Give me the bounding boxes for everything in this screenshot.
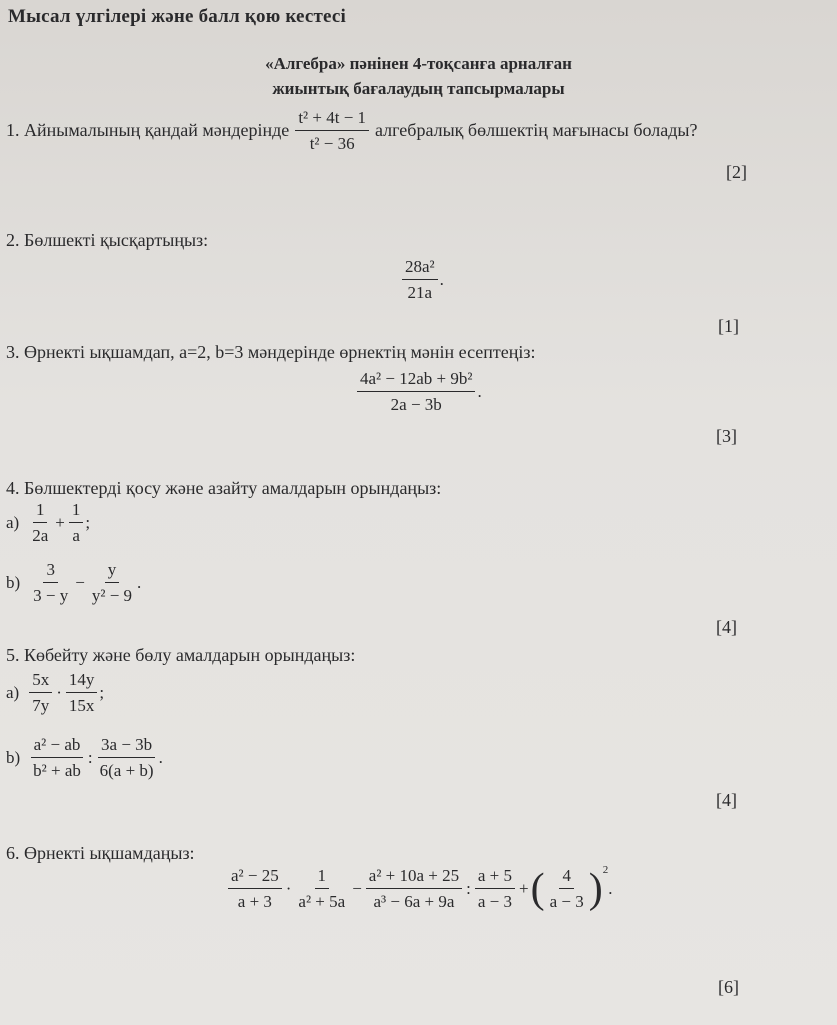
task-6-operator-1: · [285,878,292,898]
task-5a-fraction-2 [66,670,98,715]
task-2-tail: . [439,269,444,289]
task-3-mark: [3] [716,426,737,446]
task-5b-operator: : [87,747,93,767]
task-5b-fraction-1 [30,735,84,780]
task-2-text: 2. Бөлшекті қысқартыңыз: [6,230,209,250]
task-5a-label: a) [6,682,20,702]
task-4b-fraction-1 [30,560,71,605]
task-5-mark: [4] [716,790,737,810]
task-6-fraction-3 [366,866,462,911]
task-1-suffix: алгебралық бөлшектің мағынасы болады? [375,120,698,141]
task-2-mark: [1] [718,316,739,336]
task-1-mark: [2] [726,162,747,182]
task-6-exponent: 2 [602,864,609,876]
task-4a-fraction-2 [69,500,84,545]
task-1-numerator: t² + 4t − 1 [295,108,369,131]
task-4a-fraction-1 [29,500,51,545]
task-4b [6,560,141,605]
task-5-text: 5. Көбейту және бөлу амалдарын орындаңыз: [6,645,356,665]
task-4b-f2-denominator: y² − 9 [91,585,133,605]
task-6-f4-numerator: a + 5 [475,866,515,889]
task-6-operator-3: : [466,878,471,898]
task-2-numerator: 28a² [402,257,438,280]
task-4b-tail: . [137,572,142,592]
task-6-fraction-4 [475,866,515,911]
document-title: Мысал үлгілері және балл қою кестесі [8,6,347,27]
task-1 [6,108,698,153]
task-4a-tail: ; [85,512,91,532]
task-5b-f2-numerator: 3a − 3b [98,735,155,758]
task-6-f1-denominator: a + 3 [237,891,272,911]
task-6-operator-2: − [352,878,362,898]
task-4a-f1-denominator: 2a [32,525,49,545]
task-2-fraction [402,257,438,302]
task-4b-f1-numerator: 3 [43,560,58,583]
task-6-text: 6. Өрнекті ықшамдаңыз: [6,843,195,863]
task-6-f5-denominator: a − 3 [549,891,584,911]
task-3-numerator: 4a² − 12ab + 9b² [357,369,475,392]
task-4a-f1-numerator: 1 [33,500,48,523]
task-4b-label: b) [6,572,21,592]
task-5a-tail: ; [99,682,105,702]
task-4b-operator: − [75,572,85,592]
subtitle-line-1: «Алгебра» пәнінен 4-тоқсанға арналған [265,54,572,73]
task-6-fraction-1 [228,866,282,911]
task-5b-f1-numerator: a² − ab [31,735,84,758]
task-4b-fraction-2 [89,560,135,605]
task-2-expression [400,257,444,302]
task-5b-f2-denominator: 6(a + b) [99,760,154,780]
task-1-prefix: 1. Айнымалының қандай мәндерінде [6,120,290,141]
task-6-f4-denominator: a − 3 [477,891,513,911]
task-6-fraction-2 [295,866,348,911]
task-6-f2-numerator: 1 [315,866,330,889]
task-4b-f1-denominator: 3 − y [33,585,69,605]
task-4a [6,500,90,545]
task-6-f3-denominator: a³ − 6a + 9a [373,891,455,911]
subtitle-line-2: жиынтық бағалаудың тапсырмалары [272,79,565,98]
task-5a-operator: · [56,682,62,702]
task-5b-tail: . [158,747,163,767]
task-6-tail: . [608,878,613,898]
task-5b-fraction-2 [97,735,157,780]
task-1-denominator: t² − 36 [309,133,355,153]
task-5b-label: b) [6,747,21,767]
task-4a-f2-denominator: a [72,525,80,545]
task-6-mark: [6] [718,977,739,997]
task-5a-f1-numerator: 5x [29,670,52,693]
task-3-expression [355,369,482,414]
task-5b-f1-denominator: b² + ab [33,760,81,780]
task-6-f2-denominator: a² + 5a [298,891,346,911]
task-6-expression [226,866,613,911]
task-6-right-paren: ) [588,865,603,912]
task-3-fraction [357,369,475,414]
task-4a-label: a) [6,512,20,532]
task-5a-f2-numerator: 14y [66,670,98,693]
task-5a [6,670,104,715]
task-3-text: 3. Өрнекті ықшамдап, a=2, b=3 мәндерінде өрнектің мәнін есептеңіз: [6,342,536,362]
task-5b [6,735,163,780]
task-4-mark: [4] [716,617,737,637]
task-1-fraction [295,108,369,153]
task-5a-f1-denominator: 7y [32,695,50,715]
task-5a-f2-denominator: 15x [68,695,95,715]
task-5a-fraction-1 [29,670,52,715]
task-6-operator-4: + [519,878,529,898]
task-3-tail: . [477,381,482,401]
task-6-fraction-5 [547,866,587,911]
task-4-text: 4. Бөлшектерді қосу және азайту амалдарын орындаңыз: [6,478,442,498]
task-4a-operator: + [55,512,65,532]
task-6-f1-numerator: a² − 25 [228,866,282,889]
task-3-denominator: 2a − 3b [390,394,442,414]
task-6-f3-numerator: a² + 10a + 25 [366,866,462,889]
task-6-f5-numerator: 4 [559,866,574,889]
task-6-left-paren: ( [530,865,545,912]
task-4b-f2-numerator: y [105,560,120,583]
task-2-denominator: 21a [407,282,433,302]
task-4a-f2-numerator: 1 [69,500,84,523]
